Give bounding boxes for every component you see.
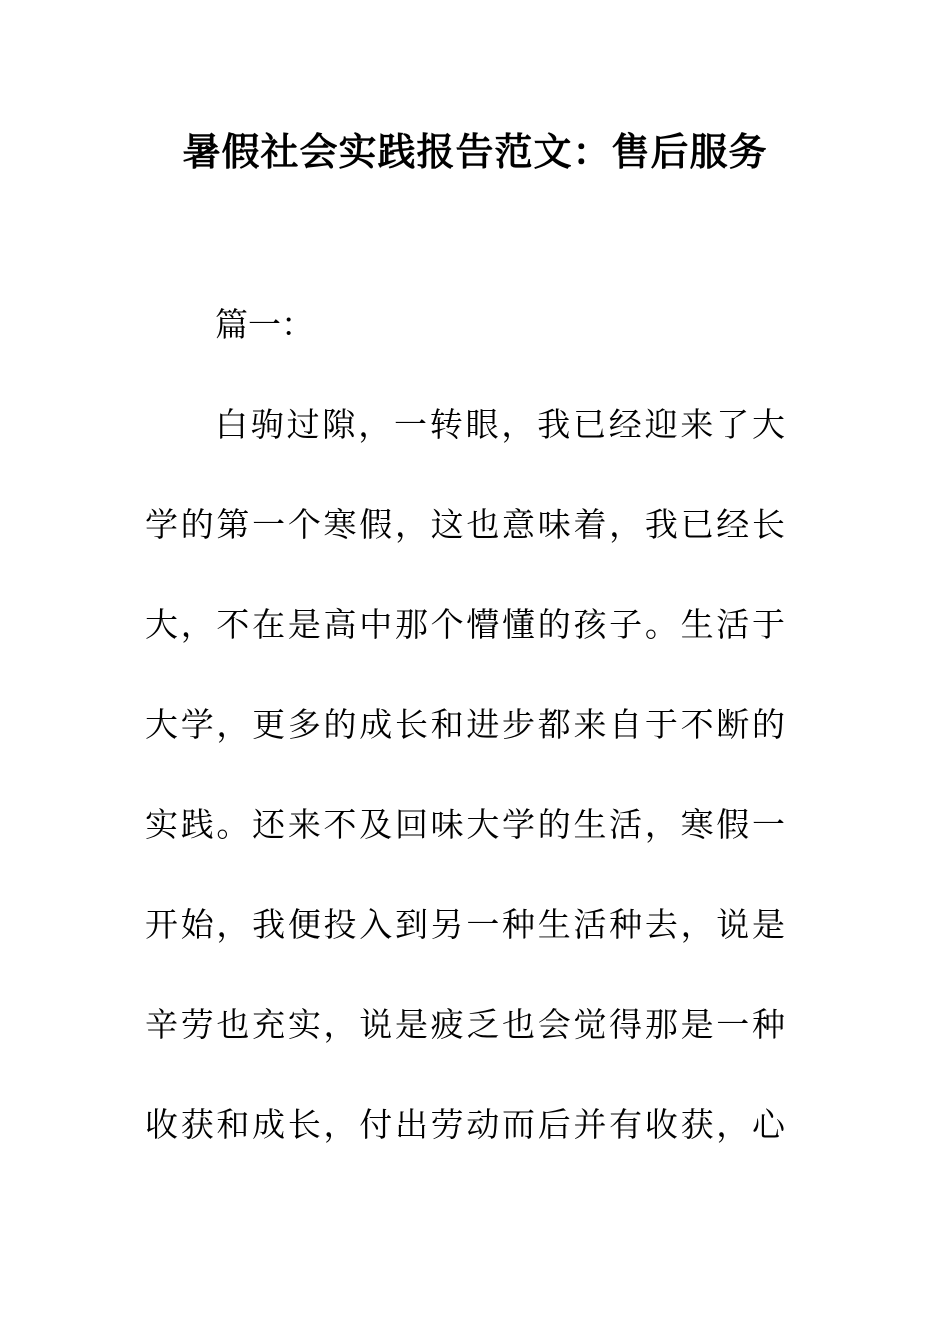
paragraph-line: 实践。还来不及回味大学的生活，寒假一 <box>145 805 785 844</box>
document-title: 暑假社会实践报告范文：售后服务 <box>182 129 768 174</box>
paragraph-line: 收获和成长，付出劳动而后并有收获，心 <box>145 1105 785 1144</box>
section-heading: 篇一： <box>215 305 314 344</box>
paragraph-line: 大学，更多的成长和进步都来自于不断的 <box>145 705 785 744</box>
paragraph-line: 辛劳也充实，说是疲乏也会觉得那是一种 <box>145 1005 785 1044</box>
paragraph-line: 开始，我便投入到另一种生活种去，说是 <box>145 905 785 944</box>
paragraph-line: 白驹过隙，一转眼，我已经迎来了大 <box>215 405 785 444</box>
paragraph-line: 学的第一个寒假，这也意味着，我已经长 <box>145 505 785 544</box>
paragraph-line: 大，不在是高中那个懵懂的孩子。生活于 <box>145 605 785 644</box>
